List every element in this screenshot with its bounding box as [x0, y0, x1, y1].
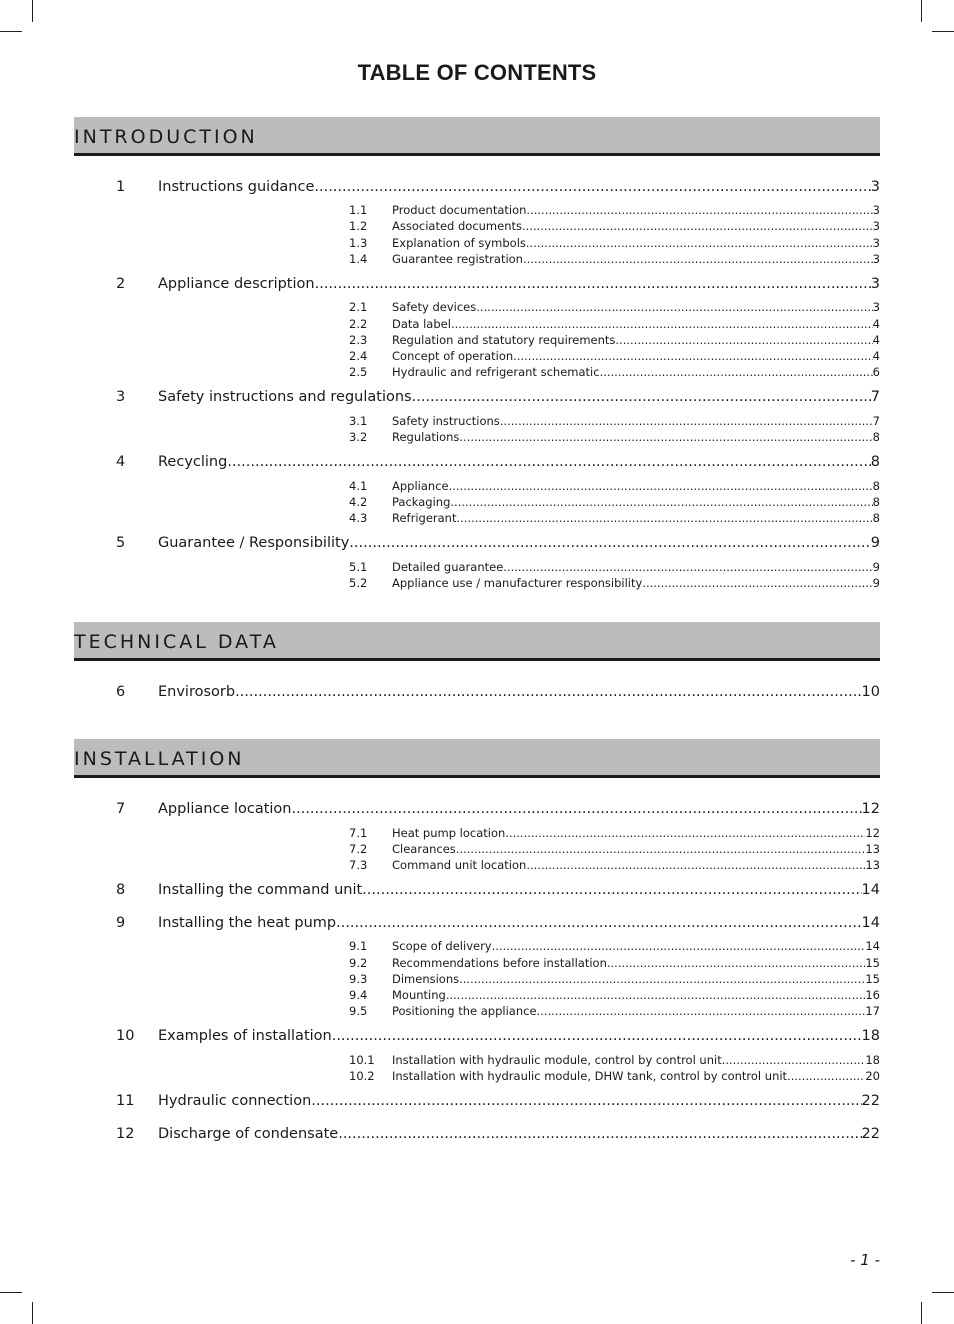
toc-subsection[interactable] — [349, 825, 880, 841]
subsection-title: Data label — [392, 317, 451, 331]
subsection-page: 8 — [872, 479, 880, 493]
toc-chapter[interactable] — [116, 682, 880, 702]
subsection-title: Safety instructions — [392, 414, 500, 428]
subsection-page: 3 — [872, 219, 880, 233]
subsection-title: Regulation and statutory requirements — [392, 333, 616, 347]
toc-subsection[interactable] — [349, 364, 880, 380]
subsection-number: 4.1 — [349, 479, 368, 493]
chapter-title: Safety instructions and regulations — [158, 389, 412, 405]
subsection-title: Product documentation — [392, 203, 527, 217]
subsection-page: 18 — [865, 1053, 880, 1067]
subsection-title: Mounting — [392, 988, 446, 1002]
subsection-page: 3 — [872, 300, 880, 314]
toc-subsection[interactable] — [349, 494, 880, 510]
subsection-title: Positioning the appliance — [392, 1004, 537, 1018]
subsection-page: 16 — [865, 988, 880, 1002]
toc-subsection[interactable] — [349, 575, 880, 591]
toc-chapter[interactable] — [116, 1026, 880, 1046]
chapter-title: Appliance location — [158, 801, 292, 817]
toc-chapter[interactable] — [116, 274, 880, 294]
toc-subsection[interactable] — [349, 938, 880, 954]
chapter-page: 14 — [861, 882, 880, 898]
toc-subsection[interactable] — [349, 251, 880, 267]
subsection-title: Dimensions — [392, 972, 460, 986]
subsection-number: 9.2 — [349, 956, 368, 970]
subsection-title: Recommendations before installation — [392, 956, 607, 970]
subsection-number: 10.2 — [349, 1069, 375, 1083]
chapter-number: 2 — [116, 276, 126, 292]
chapter-title: Recycling — [158, 454, 228, 470]
subsection-title: Associated documents — [392, 219, 523, 233]
subsection-title: Installation with hydraulic module, control by control unit — [392, 1053, 722, 1067]
chapter-title: Appliance description — [158, 276, 315, 292]
chapter-number: 11 — [116, 1093, 135, 1109]
subsection-number: 1.1 — [349, 203, 368, 217]
section-heading: INTRODUCTION — [74, 126, 258, 148]
toc-subsection[interactable] — [349, 1003, 880, 1019]
chapter-page: 18 — [861, 1028, 880, 1044]
subsection-page: 8 — [872, 511, 880, 525]
subsection-number: 1.3 — [349, 236, 368, 250]
crop-mark — [32, 1302, 33, 1324]
chapter-number: 4 — [116, 454, 126, 470]
chapter-number: 12 — [116, 1126, 135, 1142]
chapter-title: Installing the heat pump — [158, 915, 337, 931]
chapter-page: 3 — [870, 179, 880, 195]
section-header-introduction — [74, 117, 880, 156]
crop-mark — [932, 1292, 954, 1293]
toc-subsection[interactable] — [349, 348, 880, 364]
subsection-page: 13 — [865, 858, 880, 872]
chapter-title: Installing the command unit — [158, 882, 363, 898]
subsection-number: 2.2 — [349, 317, 368, 331]
subsection-number: 3.1 — [349, 414, 368, 428]
chapter-title: Envirosorb — [158, 684, 236, 700]
subsection-number: 10.1 — [349, 1053, 375, 1067]
subsection-title: Explanation of symbols — [392, 236, 526, 250]
subsection-number: 1.2 — [349, 219, 368, 233]
subsection-number: 1.4 — [349, 252, 368, 266]
toc-chapter[interactable] — [116, 533, 880, 553]
toc-chapter[interactable] — [116, 177, 880, 197]
subsection-number: 2.1 — [349, 300, 368, 314]
crop-mark — [932, 31, 954, 32]
chapter-title: Guarantee / Responsibility — [158, 535, 350, 551]
subsection-number: 2.3 — [349, 333, 368, 347]
subsection-number: 2.4 — [349, 349, 368, 363]
subsection-number: 2.5 — [349, 365, 368, 379]
chapter-number: 10 — [116, 1028, 135, 1044]
subsection-number: 9.4 — [349, 988, 368, 1002]
chapter-page: 3 — [870, 276, 880, 292]
chapter-page: 12 — [861, 801, 880, 817]
toc-subsection[interactable] — [349, 316, 880, 332]
subsection-page: 3 — [872, 252, 880, 266]
subsection-title: Heat pump location — [392, 826, 506, 840]
subsection-page: 15 — [865, 972, 880, 986]
subsection-title: Clearances — [392, 842, 456, 856]
toc-subsection[interactable] — [349, 478, 880, 494]
subsection-title: Command unit location — [392, 858, 527, 872]
subsection-page: 14 — [865, 939, 880, 953]
subsection-page: 15 — [865, 956, 880, 970]
chapter-page: 8 — [870, 454, 880, 470]
chapter-page: 14 — [861, 915, 880, 931]
chapter-title: Examples of installation — [158, 1028, 332, 1044]
chapter-number: 5 — [116, 535, 126, 551]
subsection-page: 4 — [872, 317, 880, 331]
subsection-title: Packaging — [392, 495, 451, 509]
subsection-number: 7.3 — [349, 858, 368, 872]
subsection-title: Appliance use / manufacturer responsibility — [392, 576, 643, 590]
subsection-title: Appliance — [392, 479, 449, 493]
toc-subsection[interactable] — [349, 218, 880, 234]
crop-mark — [0, 31, 22, 32]
subsection-page: 20 — [865, 1069, 880, 1083]
section-heading: TECHNICAL DATA — [74, 631, 279, 653]
subsection-page: 3 — [872, 236, 880, 250]
chapter-number: 9 — [116, 915, 126, 931]
toc-subsection[interactable] — [349, 971, 880, 987]
subsection-page: 9 — [872, 576, 880, 590]
subsection-page: 4 — [872, 333, 880, 347]
subsection-number: 5.2 — [349, 576, 368, 590]
subsection-title: Safety devices — [392, 300, 477, 314]
toc-subsection[interactable] — [349, 235, 880, 251]
chapter-page: 22 — [861, 1093, 880, 1109]
subsection-page: 17 — [865, 1004, 880, 1018]
subsection-title: Installation with hydraulic module, DHW tank, control by control unit — [392, 1069, 788, 1083]
toc-subsection[interactable] — [349, 857, 880, 873]
toc-subsection[interactable] — [349, 510, 880, 526]
toc-subsection[interactable] — [349, 559, 880, 575]
toc-chapter[interactable] — [116, 799, 880, 819]
chapter-number: 1 — [116, 179, 126, 195]
subsection-page: 4 — [872, 349, 880, 363]
subsection-page: 6 — [872, 365, 880, 379]
chapter-number: 8 — [116, 882, 126, 898]
subsection-number: 4.3 — [349, 511, 368, 525]
subsection-page: 3 — [872, 203, 880, 217]
toc-chapter[interactable] — [116, 1091, 880, 1111]
subsection-title: Refrigerant — [392, 511, 457, 525]
subsection-number: 7.2 — [349, 842, 368, 856]
subsection-number: 5.1 — [349, 560, 368, 574]
toc-subsection[interactable] — [349, 299, 880, 315]
chapter-number: 3 — [116, 389, 126, 405]
subsection-title: Scope of delivery — [392, 939, 492, 953]
chapter-page: 10 — [861, 684, 880, 700]
subsection-page: 7 — [872, 414, 880, 428]
toc-chapter[interactable] — [116, 1124, 880, 1144]
subsection-number: 9.5 — [349, 1004, 368, 1018]
subsection-number: 4.2 — [349, 495, 368, 509]
toc-subsection[interactable] — [349, 202, 880, 218]
subsection-title: Detailed guarantee — [392, 560, 504, 574]
subsection-number: 9.1 — [349, 939, 368, 953]
subsection-title: Concept of operation — [392, 349, 514, 363]
chapter-title: Hydraulic connection — [158, 1093, 312, 1109]
chapter-page: 9 — [870, 535, 880, 551]
chapter-page: 7 — [870, 389, 880, 405]
chapter-number: 6 — [116, 684, 126, 700]
toc-subsection[interactable] — [349, 413, 880, 429]
subsection-number: 3.2 — [349, 430, 368, 444]
toc-subsection[interactable] — [349, 987, 880, 1003]
section-heading: INSTALLATION — [74, 748, 245, 770]
toc-chapter[interactable] — [116, 387, 880, 407]
subsection-page: 9 — [872, 560, 880, 574]
chapter-page: 22 — [861, 1126, 880, 1142]
crop-mark — [921, 1302, 922, 1324]
toc-subsection[interactable] — [349, 1052, 880, 1068]
chapter-number: 7 — [116, 801, 126, 817]
crop-mark — [32, 0, 33, 22]
subsection-page: 8 — [872, 430, 880, 444]
toc-subsection[interactable] — [349, 841, 880, 857]
toc-subsection[interactable] — [349, 1068, 880, 1084]
subsection-page: 8 — [872, 495, 880, 509]
chapter-title: Instructions guidance — [158, 179, 315, 195]
subsection-title: Guarantee registration — [392, 252, 523, 266]
toc-chapter[interactable] — [116, 880, 880, 900]
crop-mark — [0, 1292, 22, 1293]
page-number: - 1 - — [850, 1251, 880, 1269]
subsection-page: 13 — [865, 842, 880, 856]
section-header-installation — [74, 739, 880, 778]
subsection-number: 7.1 — [349, 826, 368, 840]
toc-subsection[interactable] — [349, 429, 880, 445]
subsection-title: Regulations — [392, 430, 460, 444]
toc-chapter[interactable] — [116, 913, 880, 933]
toc-subsection[interactable] — [349, 332, 880, 348]
subsection-title: Hydraulic and refrigerant schematic — [392, 365, 600, 379]
subsection-page: 12 — [865, 826, 880, 840]
page-title: TABLE OF CONTENTS — [357, 60, 597, 85]
toc-chapter[interactable] — [116, 452, 880, 472]
subsection-number: 9.3 — [349, 972, 368, 986]
toc-subsection[interactable] — [349, 955, 880, 971]
section-header-technical-data — [74, 622, 880, 661]
crop-mark — [921, 0, 922, 22]
chapter-title: Discharge of condensate — [158, 1126, 339, 1142]
